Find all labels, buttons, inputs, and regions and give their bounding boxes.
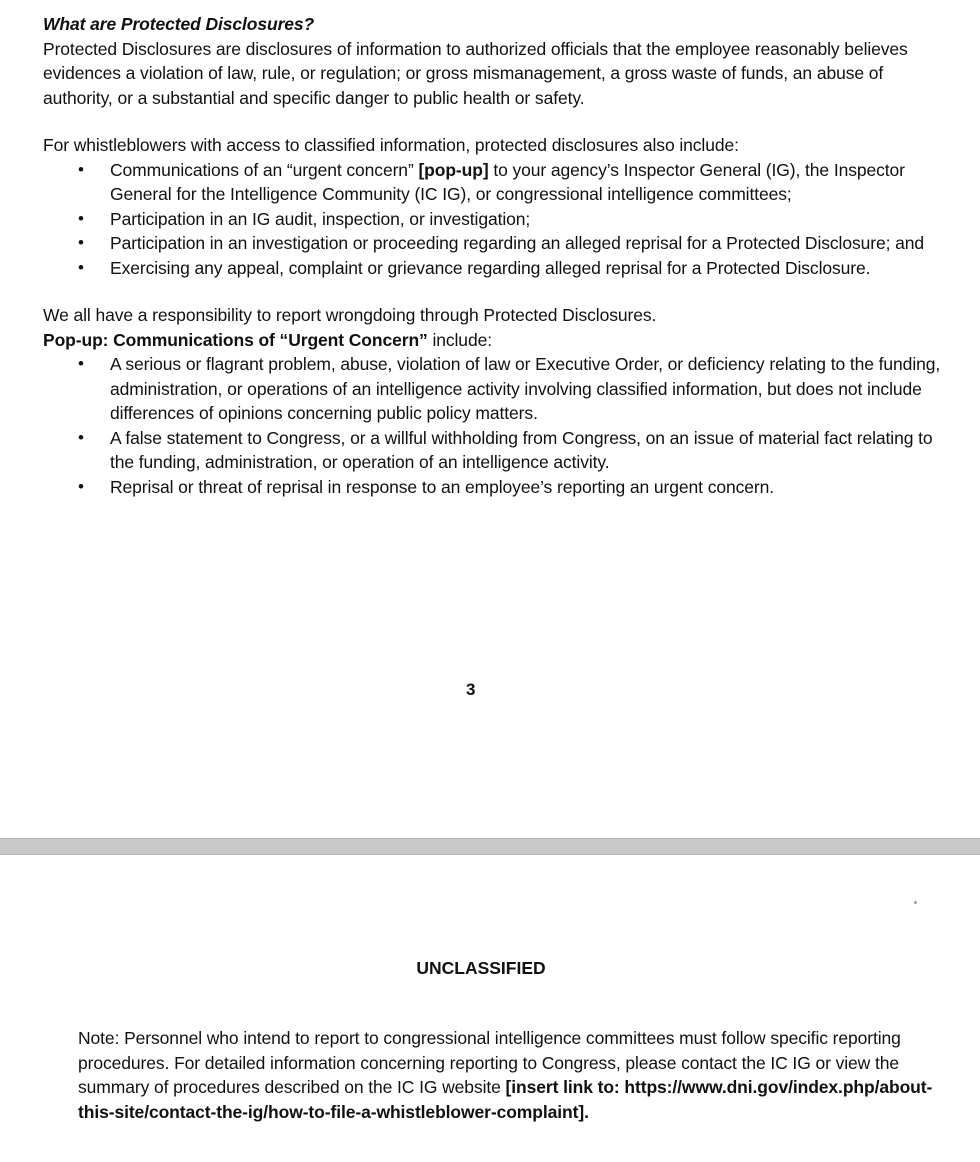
list-item-text: Reprisal or threat of reprisal in response to an employee’s reporting an urgent concern. — [110, 476, 775, 497]
intro-paragraph: Protected Disclosures are disclosures of information to authorized officials that the employee reasonably believes evidences a violation of law, rule, or regulation; or gross mismanagement, a gross waste of funds, an abuse of authority, or a substantial and specific danger to public health or safety. — [43, 38, 908, 108]
popup-heading-rest: include: — [427, 329, 492, 350]
classified-intro-paragraph: For whistleblowers with access to classified information, protected disclosures also include: — [43, 135, 739, 155]
note-text: Note: Personnel who intend to report to congressional intelligence committees must follow specific reporting procedures. For detailed information concerning reporting to Congress, please contact the IC IG or view the summary of procedures described on the IC IG website — [78, 1028, 901, 1097]
classified-disclosures-list — [43, 158, 943, 281]
list-item-text: Participation in an IG audit, inspection, or investigation; — [110, 208, 531, 229]
list-item-text: Participation in an investigation or proceeding regarding an alleged reprisal for a Protected Disclosure; and — [110, 233, 925, 253]
page-body — [43, 12, 943, 499]
scan-speck — [914, 901, 917, 904]
bullet-icon: • — [78, 257, 84, 277]
responsibility-paragraph: We all have a responsibility to report wrongdoing through Protected Disclosures. — [43, 305, 657, 325]
classification-marking: UNCLASSIFIED — [416, 958, 546, 978]
list-item-text-pre: Communications of an “urgent concern” — [110, 159, 419, 180]
popup-marker: [pop-up] — [418, 159, 489, 180]
bullet-icon: • — [78, 208, 84, 228]
bullet-icon: • — [78, 233, 84, 252]
note-end: . — [584, 1101, 589, 1122]
list-item — [78, 207, 943, 232]
list-item — [78, 256, 943, 281]
list-item-text: Exercising any appeal, complaint or grievance regarding alleged reprisal for a Protected Disclosure. — [110, 257, 871, 278]
popup-heading — [43, 328, 943, 353]
bullet-icon: • — [78, 354, 84, 373]
urgent-concern-list — [43, 352, 943, 499]
list-item — [78, 475, 943, 500]
list-item-text-post: to your agency’s Inspector General (IG), the Inspector General for the Intelligence Community (IC IG), or congressional intelligence committees; — [110, 159, 905, 204]
popup-heading-bold: Pop-up: Communications of “Urgent Concern” — [43, 329, 428, 350]
note-paragraph — [78, 1026, 938, 1124]
note-link-placeholder: [insert link to: https://www.dni.gov/index.php/about-this-site/contact-the-ig/how-to-file-a-whistleblower-complaint] — [78, 1077, 933, 1122]
page-number: 3 — [466, 680, 476, 699]
bullet-icon: • — [78, 159, 84, 179]
page-break-divider — [0, 838, 980, 855]
section-heading: What are Protected Disclosures? — [43, 14, 315, 34]
list-item — [78, 231, 943, 256]
list-item-text: A false statement to Congress, or a willful withholding from Congress, on an issue of material fact relating to the funding, administration, or operation of an intelligence activity. — [110, 427, 933, 472]
list-item — [78, 426, 943, 475]
list-item — [78, 352, 943, 426]
list-item — [78, 158, 943, 207]
bullet-icon: • — [78, 427, 84, 447]
list-item-text: A serious or flagrant problem, abuse, violation of law or Executive Order, or deficiency relating to the funding, administration, or operations of an intelligence activity involving classified information, but does not include differences of opinions concerning public policy matters. — [110, 354, 941, 423]
bullet-icon: • — [78, 476, 84, 496]
